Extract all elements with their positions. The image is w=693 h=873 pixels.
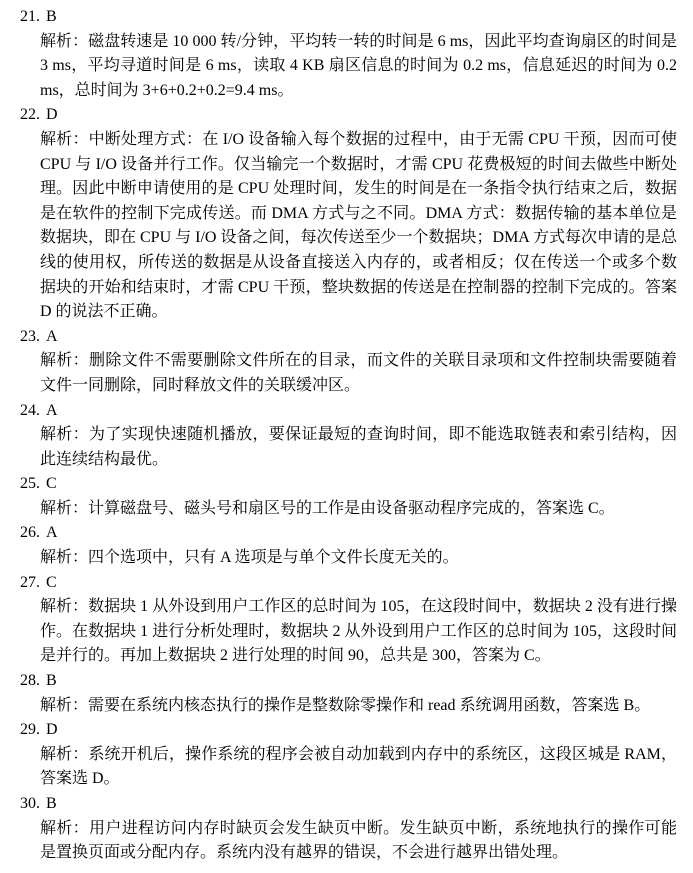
question-number: 30. (20, 795, 40, 812)
explanation-text: 解析：中断处理方式：在 I/O 设备输入每个数据的过程中，由于无需 CPU 干预，因而可使 CPU 与 I/O 设备并行工作。仅当输完一个数据时，才需 CPU 花费极短的时间去做些中断处理。因此中断申请使用的是 CPU 处理时间，发生的时间是在一条指令执行结束之后，数据是在软件的控制下完成传送。而 DMA 方式与之不同。DMA 方式：数据传输的基本单位是数据块，即在 CPU 与 I/O 设备之间，每次传送至少一个数据块；DMA 方式每次申请的是总线的使用权，所传送的数据是从设备直接送入内存的，或者相反；仅在传送一个或多个数据块的开始和结束时，才需 CPU 干预，整块数据的传送是在控制器的控制下完成的。答案 D 的说法不正确。 (40, 130, 677, 321)
explanation-text: 解析：删除文件不需要删除文件所在的目录，而文件的关联目录项和文件控制块需要随着文件一同删除，同时释放文件的关联缓冲区。 (40, 352, 677, 394)
explanation-text: 解析：计算磁盘号、磁头号和扇区号的工作是由设备驱动程序完成的，答案选 C。 (40, 499, 615, 517)
answer-letter: B (46, 672, 57, 690)
answer-number-line (20, 103, 693, 128)
answer-item (0, 103, 693, 324)
answer-item (0, 325, 693, 399)
explanation-text: 解析：为了实现快速随机播放，要保证最短的查询时间，即不能选取链表和索引结构，因此连续结构最优。 (40, 426, 677, 468)
answer-number-line (20, 571, 693, 596)
question-number: 26. (20, 524, 40, 542)
answer-letter: B (46, 8, 57, 25)
question-number: 27. (20, 573, 40, 591)
answer-number-line (20, 669, 693, 694)
answer-letter: A (46, 401, 58, 419)
answer-letter: C (46, 573, 57, 591)
answer-letter: C (46, 475, 57, 493)
answer-letter: B (46, 795, 57, 812)
answer-item (0, 399, 693, 473)
answer-number-line (20, 472, 693, 497)
answer-letter: D (46, 106, 58, 124)
explanation-text: 解析：系统开机后，操作系统的程序会被自动加载到内存中的系统区，这段区城是 RAM，答案选 D。 (40, 745, 677, 788)
explanation-text: 解析：四个选项中，只有 A 选项是与单个文件长度无关的。 (40, 549, 459, 567)
answer-number-line (20, 718, 693, 743)
explanation-text: 解析：需要在系统内核态执行的操作是整数除零操作和 read 系统调用函数，答案选 B。 (40, 696, 651, 714)
answer-number-line (20, 792, 693, 817)
question-number: 23. (20, 327, 40, 345)
answer-letter: A (46, 327, 58, 345)
answer-number-line (20, 325, 693, 350)
question-number: 29. (20, 721, 40, 739)
answer-number-line (20, 521, 693, 546)
explanation-text: 解析：用户进程访问内存时缺页会发生缺页中断。发生缺页中断，系统地执行的操作可能是置换页面或分配内存。系统内没有越界的错误，不会进行越界出错处理。 (40, 819, 677, 862)
answer-item (0, 472, 693, 521)
question-number: 28. (20, 672, 40, 690)
explanation-text: 解析：数据块 1 从外设到用户工作区的总时间为 105，在这段时间中，数据块 2 没有进行操作。在数据块 1 进行分析处理时，数据块 2 从外设到用户工作区的总时间为 105，这段时间是并行的。再加上数据块 2 进行处理的时间 90，总共是 300，答案为 C。 (40, 598, 677, 665)
question-number: 21. (20, 8, 40, 25)
explanation-text: 解析：磁盘转速是 10 000 转/分钟，平均转一转的时间是 6 ms，因此平均查询扇区的时间是 3 ms，平均寻道时间是 6 ms，读取 4 KB 扇区信息的时间为 0.2 ms，信息延迟的时间为 0.2 ms，总时间为 3+6+0.2+0.2=9.4 ms。 (40, 32, 677, 99)
question-number: 25. (20, 475, 40, 493)
answer-item (0, 5, 693, 103)
answer-item (0, 571, 693, 669)
question-number: 22. (20, 106, 40, 124)
answer-item (0, 669, 693, 718)
answer-item (0, 792, 693, 866)
question-number: 24. (20, 401, 40, 419)
answer-number-line (20, 5, 693, 30)
answer-letter: D (46, 721, 58, 739)
answer-item (0, 521, 693, 570)
answer-item (0, 718, 693, 792)
answer-letter: A (46, 524, 58, 542)
answer-number-line (20, 399, 693, 424)
